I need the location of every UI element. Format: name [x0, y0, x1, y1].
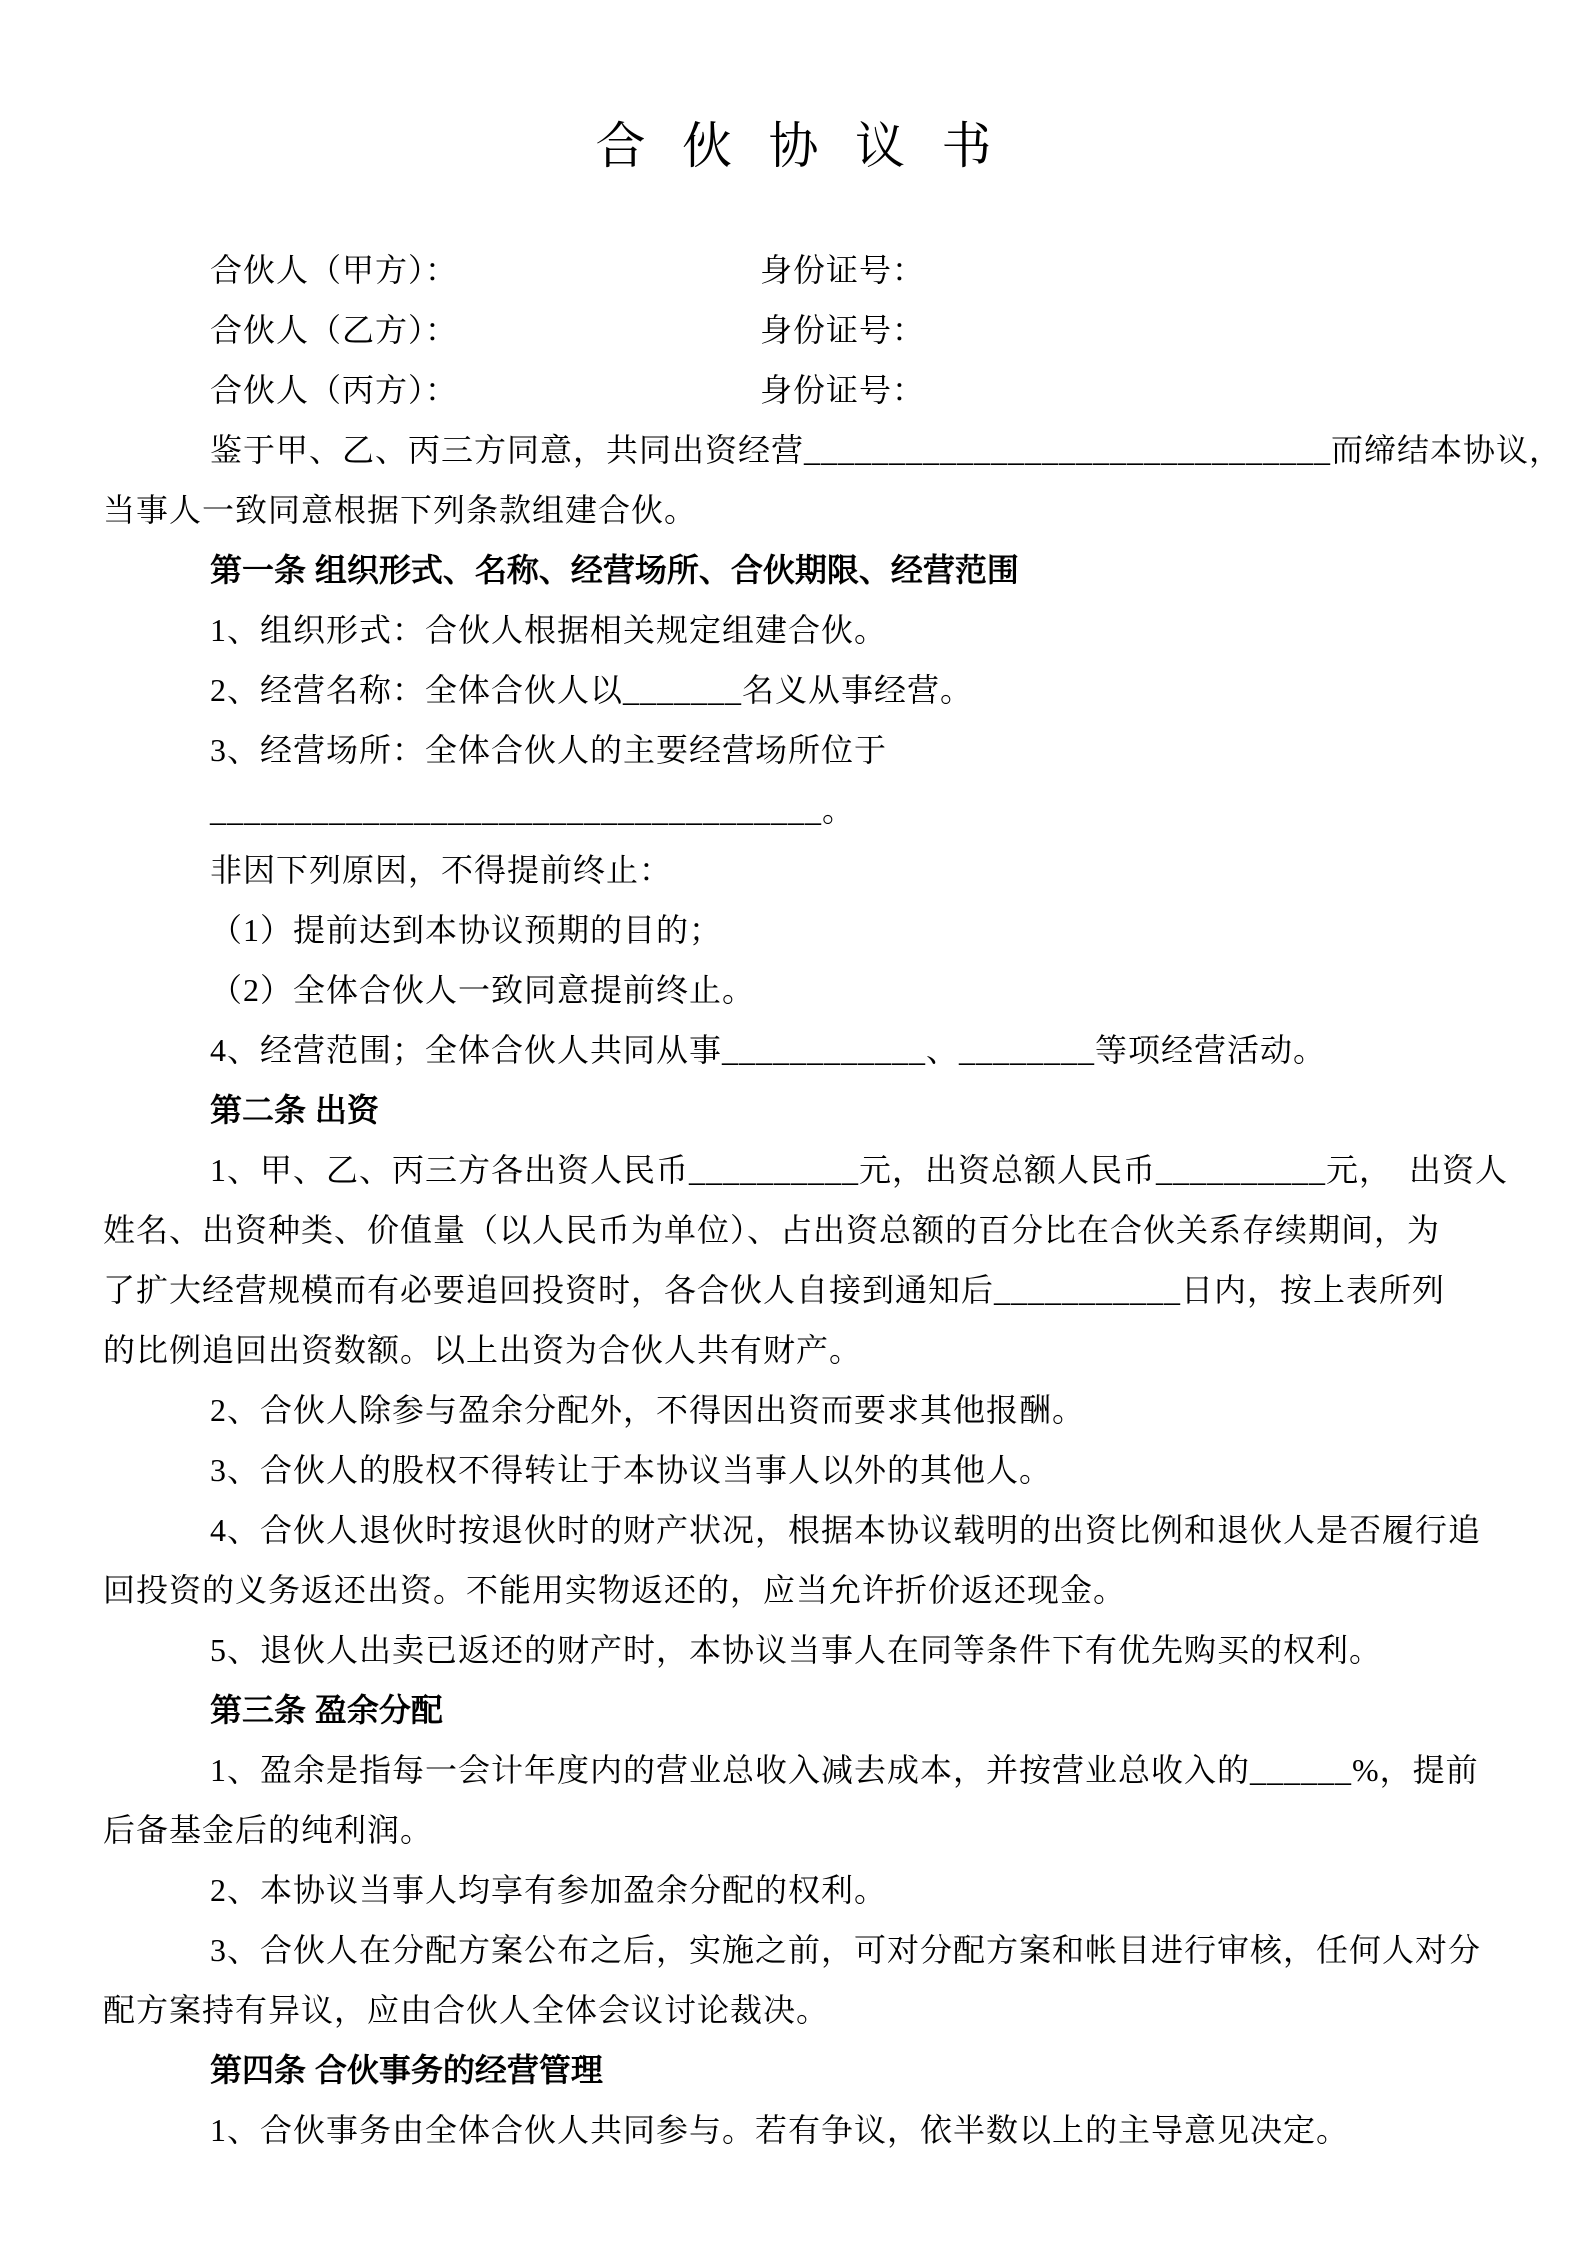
clause-1-1: 1、组织形式：合伙人根据相关规定组建合伙。 [210, 612, 888, 648]
clause-3-2: 2、本协议当事人均享有参加盈余分配的权利。 [210, 1872, 888, 1908]
party-c-id-label: 身份证号： [760, 372, 926, 408]
clause-2-4-line-1: 4、合伙人退伙时按退伙时的财产状况，根据本协议载明的出资比例和退伙人是否履行追 [210, 1512, 1482, 1548]
party-row-a [103, 240, 1496, 300]
clause-2-1-line-4: 的比例追回出资数额。以上出资为合伙人共有财产。 [103, 1332, 863, 1368]
clause-2-4-line-2: 回投资的义务返还出资。不能用实物返还的，应当允许折价返还现金。 [103, 1572, 1127, 1608]
party-row-c [103, 360, 1496, 420]
clause-2-5: 5、退伙人出卖已返还的财产时，本协议当事人在同等条件下有优先购买的权利。 [210, 1632, 1383, 1668]
clause-4-1: 1、合伙事务由全体合伙人共同参与。若有争议，依半数以上的主导意见决定。 [210, 2112, 1350, 2148]
clause-2-1-line-3: 了扩大经营规模而有必要追回投资时，各合伙人自接到通知后___________日内，按上表所列 [103, 1272, 1446, 1308]
clause-1-3-line-1: 3、经营场所：全体合伙人的主要经营场所位于 [210, 732, 888, 768]
clause-3-3-line-1: 3、合伙人在分配方案公布之后，实施之前，可对分配方案和帐目进行审核，任何人对分 [210, 1932, 1482, 1968]
party-c-label: 合伙人（丙方）： [210, 372, 459, 408]
party-row-b [103, 300, 1496, 360]
section-2-heading: 第二条 出资 [210, 1092, 379, 1128]
clause-1-4: 4、经营范围；全体合伙人共同从事____________、________等项经营活动。 [210, 1032, 1327, 1068]
document-title: 合 伙 协 议 书 [595, 118, 1004, 174]
party-a-label: 合伙人（甲方）： [210, 252, 459, 288]
clause-3-1-line-1: 1、盈余是指每一会计年度内的营业总收入减去成本，并按营业总收入的______%，提前 [210, 1752, 1479, 1788]
preamble-line-2: 当事人一致同意根据下列条款组建合伙。 [103, 492, 698, 528]
termination-item-1: （1）提前达到本协议预期的目的； [210, 912, 723, 948]
party-b-id-label: 身份证号： [760, 312, 926, 348]
termination-intro: 非因下列原因，不得提前终止： [210, 852, 673, 888]
clause-2-1-line-1: 1、甲、乙、丙三方各出资人民币__________元，出资总额人民币__________元， 出资人 [210, 1152, 1509, 1188]
clause-2-3: 3、合伙人的股权不得转让于本协议当事人以外的其他人。 [210, 1452, 1053, 1488]
clause-1-2: 2、经营名称：全体合伙人以_______名义从事经营。 [210, 672, 974, 708]
party-a-id-label: 身份证号： [760, 252, 926, 288]
preamble-line-1: 鉴于甲、乙、丙三方同意，共同出资经营_______________________________而缔结本协议， [210, 432, 1563, 468]
section-3-heading: 第三条 盈余分配 [210, 1692, 443, 1728]
party-b-label: 合伙人（乙方）： [210, 312, 459, 348]
clause-2-1-line-2: 姓名、出资种类、价值量（以人民币为单位）、占出资总额的百分比在合伙关系存续期间，为 [103, 1212, 1441, 1248]
termination-item-2: （2）全体合伙人一致同意提前终止。 [210, 972, 756, 1008]
section-1-heading: 第一条 组织形式、名称、经营场所、合伙期限、经营范围 [210, 552, 1019, 588]
section-4-heading: 第四条 合伙事务的经营管理 [210, 2052, 603, 2088]
clause-3-3-line-2: 配方案持有异议，应由合伙人全体会议讨论裁决。 [103, 1992, 830, 2028]
clause-2-2: 2、合伙人除参与盈余分配外，不得因出资而要求其他报酬。 [210, 1392, 1086, 1428]
clause-3-1-line-2: 后备基金后的纯利润。 [103, 1812, 434, 1848]
clause-1-3-blank-line: ____________________________________。 [210, 792, 856, 828]
